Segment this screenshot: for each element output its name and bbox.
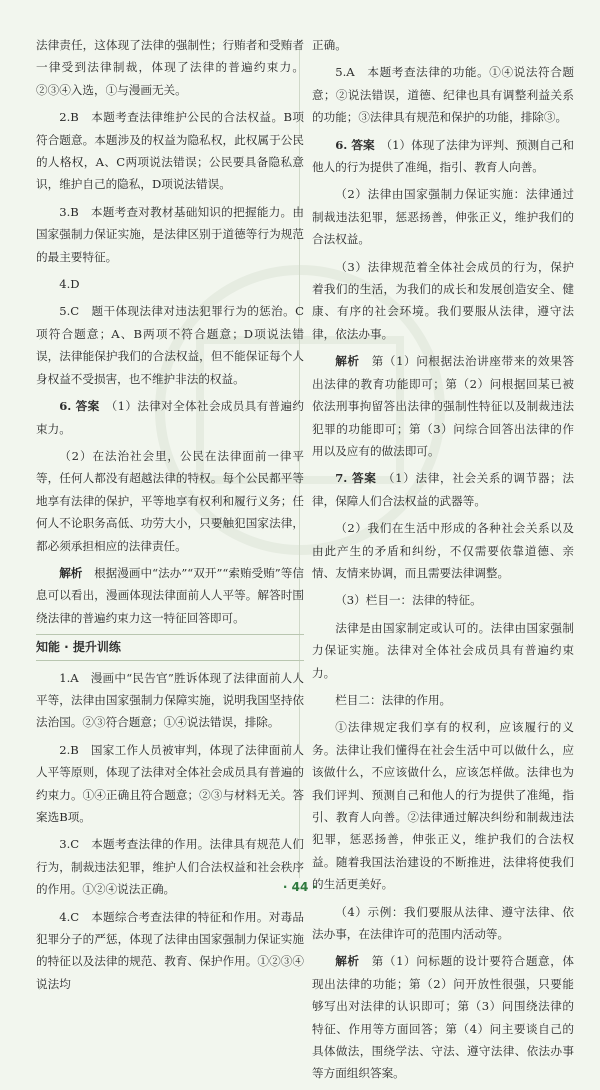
continued-text: 正确。 <box>312 38 347 52</box>
analysis-6 <box>36 562 304 629</box>
exercise-6-part3: （3）法律规范着全体社会成员的行为，保护着我们的生活，为我们的成长和发展创造安全、健康、有序的社会环境。我们要服从法律，遵守法律，依法办事。 <box>312 259 574 341</box>
analysis-7 <box>312 950 574 1084</box>
exercise-5: 5.A 本题考查法律的功能。①④说法符合题意；②说法错误，道德、纪律也具有调整利益关系的功能；③法律具有规范和保护的功能，排除③。 <box>312 65 574 125</box>
exercise-4: 4.C 本题综合考查法律的特征和作用。对毒品犯罪分子的严惩，体现了法律由国家强制力保证实施的特征以及法律的规范、教育、保护作用。①②③④说法均 <box>36 909 304 991</box>
answer-text: （1）体现了法律为评判、预测自己和他人的行为提供了准绳，指引、教育人向善。 <box>312 137 574 175</box>
answer-6-part2: （2）在法治社会里，公民在法律面前一律平等，任何人都没有超越法律的特权。每个公民都平等地享有法律的保护，平等地享有权利和履行义务；任何人不论职务高低、功劳大小，只要触犯国家法律，都必须承担相应的法律责任。 <box>36 448 304 553</box>
exercise-7-part4: （4）示例：我们要服从法律、遵守法律、依法办事，在法律许可的范围内活动等。 <box>312 904 574 942</box>
page-number: · 44 · <box>282 880 318 894</box>
answer-label: 6. 答案 <box>59 399 100 414</box>
answer-label: 6. 答案 <box>335 137 375 152</box>
exercise-2: 2.B 国家工作人员被审判，体现了法律面前人人平等原则，体现了法律对全体社会成员具有普遍的约束力。①④正确且符合题意；②③与材料无关。答案选B项。 <box>36 742 304 824</box>
exercise-7-part3: （3）栏目一：法律的特征。 <box>335 593 482 608</box>
answer-paragraph: 法律责任，这体现了法律的强制性；行贿者和受贿者一律受到法律制裁，体现了法律的普遍约束力。②③④入选，①与漫画无关。 <box>36 38 304 97</box>
exercise-7-part2: （2）我们在生活中形成的各种社会关系以及由此产生的矛盾和纠纷，不仅需要依靠道德、亲情、友情来协调，而且需要法律调整。 <box>312 521 574 580</box>
analysis-label: 解析 <box>59 565 83 580</box>
analysis-6 <box>312 350 574 462</box>
answer-4: 4.D <box>59 277 80 292</box>
analysis-label: 解析 <box>335 354 360 369</box>
exercise-6 <box>312 134 574 179</box>
answer-text: （1）法律对全体社会成员具有普遍约束力。 <box>36 399 304 436</box>
answer-5: 5.C 题干体现法律对违法犯罪行为的惩治。C项符合题意；A、B两项不符合题意；D项说法错误，法律能保护我们的合法权益，但不能保证每个人身权益不受损害，也不维护非法的权益。 <box>36 304 304 386</box>
exercise-6-part2: （2）法律由国家强制力保证实施：法律通过制裁违法犯罪，惩恶扬善，伸张正义，维护我们的合法权益。 <box>312 187 574 247</box>
exercise-7-column2: ①法律规定我们享有的权利，应该履行的义务。法律让我们懂得在社会生活中可以做什么，应该做什么，不应该做什么，应该怎样做。法律也为我们评判、预测自己和他人的行为提供了准绳，指引、教育人向善。②法律通过解决纠纷和制裁违法犯罪，惩恶扬善，伸张正义，维护我们的合法权益。随着我国法治建设的不断推进，法律将使我们的生活更美好。 <box>312 720 574 892</box>
answer-6 <box>36 395 304 440</box>
answer-text: （1）法律，社会关系的调节器；法律，保障人们合法权益的武器等。 <box>312 471 575 508</box>
answer-2: 2.B 本题考查法律维护公民的合法权益。B项符合题意。本题涉及的权益为隐私权，此权属于公民的人格权，A、C两项说法错误；公民要具备隐私意识，维护自己的隐私，D项说法错误。 <box>36 110 304 192</box>
exercise-1: 1.A 漫画中“民告官”胜诉体现了法律面前人人平等，法律由国家强制力保障实施，说明我国坚持依法治国。②③符合题意；①④说法错误，排除。 <box>36 670 304 730</box>
exercise-3: 3.C 本题考查法律的作用。法律具有规范人们行为，制裁违法犯罪，维护人们合法权益和社会秩序的作用。①②④说法正确。 <box>36 837 304 897</box>
answer-label: 7. 答案 <box>335 471 377 486</box>
analysis-text: 根据漫画中“法办”“双开”“索贿受贿”等信息可以看出，漫画体现法律面前人人平等。解答时围绕法律的普遍约束力这一特征回答即可。 <box>36 565 304 625</box>
analysis-text: 第（1）问根据法治讲座带来的效果答出法律的教育功能即可；第（2）问根据回某已被依法刑事拘留答出法律的强制性特征以及制裁违法犯罪的功能即可；第（3）问综合回答出法律的作用以及应有的做法即可。 <box>312 354 574 458</box>
answer-3: 3.B 本题考查对教材基础知识的把握能力。由国家强制力保证实施，是法律区别于道德等行为规范的最主要特征。 <box>36 204 304 264</box>
exercise-7-column2-title: 栏目二：法律的作用。 <box>335 692 452 707</box>
exercise-7 <box>312 467 574 512</box>
left-column <box>36 34 304 1000</box>
section-heading: 知能 · 提升训练 <box>36 634 304 660</box>
right-column <box>312 34 574 1090</box>
exercise-7-column1: 法律是由国家制定或认可的。法律由国家强制力保证实施。法律对全体社会成员具有普遍约束力。 <box>312 620 574 680</box>
analysis-label: 解析 <box>335 954 360 969</box>
analysis-text: 第（1）问标题的设计要符合题意，体现出法律的功能；第（2）问开放性很强，只要能够写出对法律的认识即可；第（3）问围绕法律的特征、作用等方面回答；第（4）问主要谈自己的具体做法，围绕学法、守法、遵守法律、依法办事等方面组织答案。 <box>312 954 574 1081</box>
